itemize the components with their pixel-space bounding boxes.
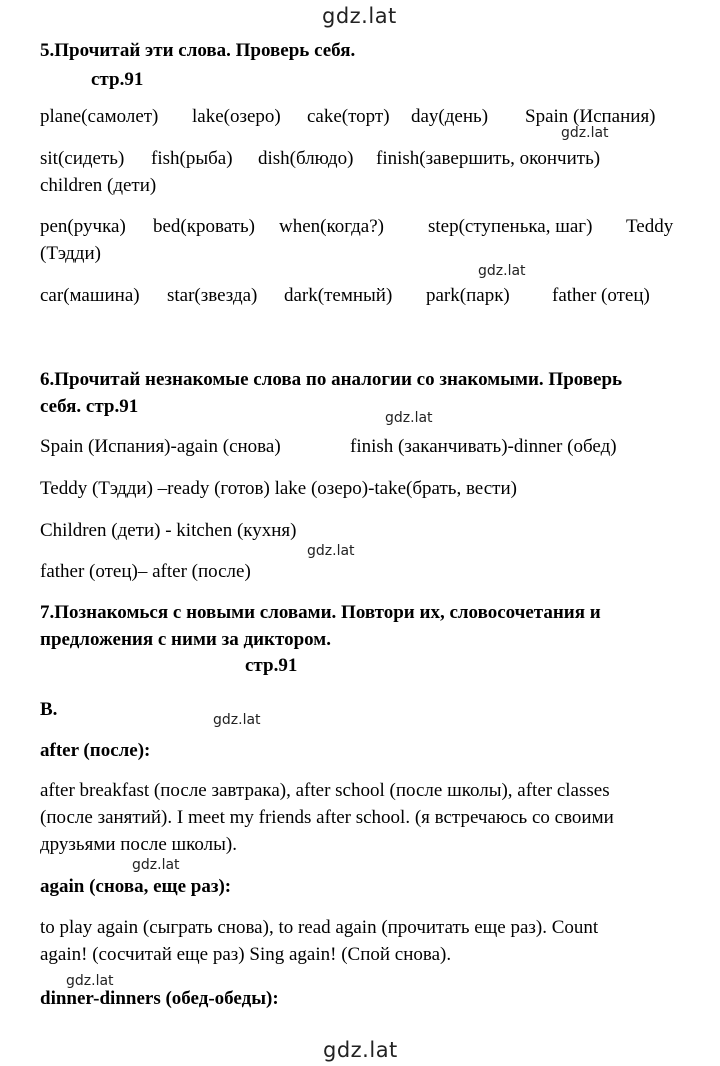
word-item: sit(сидеть) xyxy=(40,148,125,169)
section7-heading-cont: предложения с ними за диктором. xyxy=(40,629,331,650)
vocab-term: after (после): xyxy=(40,740,151,761)
word-item: bed(кровать) xyxy=(153,216,255,237)
word-item: day(день) xyxy=(411,106,489,127)
word-item: park(парк) xyxy=(426,285,510,306)
watermark-top: gdz.lat xyxy=(322,4,397,28)
word-item: when(когда?) xyxy=(279,216,384,237)
word-item: star(звезда) xyxy=(167,285,258,306)
analogy-pair: Children (дети) - kitchen (кухня) xyxy=(40,520,297,541)
section7-page-ref: стр.91 xyxy=(245,655,298,676)
section5-page-ref: стр.91 xyxy=(91,69,144,90)
watermark-bottom: gdz.lat xyxy=(323,1038,398,1062)
word-item: car(машина) xyxy=(40,285,140,306)
word-item: lake(озеро) xyxy=(192,106,281,127)
word-item: fish(рыба) xyxy=(151,148,233,169)
section7-heading: 7.Познакомься с новыми словами. Повтори их, словосочетания и xyxy=(40,602,601,623)
word-item: dish(блюдо) xyxy=(258,148,354,169)
word-item: step(ступенька, шаг) xyxy=(428,216,593,237)
analogy-pair: father (отец)– after (после) xyxy=(40,561,251,582)
section5-heading: 5.Прочитай эти слова. Проверь себя. xyxy=(40,40,356,61)
word-item: dark(темный) xyxy=(284,285,393,306)
watermark: gdz.lat xyxy=(385,410,433,426)
word-item: father (отец) xyxy=(552,285,650,306)
word-item: pen(ручка) xyxy=(40,216,126,237)
watermark: gdz.lat xyxy=(213,712,261,728)
watermark: gdz.lat xyxy=(561,125,609,141)
word-item: children (дети) xyxy=(40,175,157,196)
watermark: gdz.lat xyxy=(66,973,114,989)
watermark: gdz.lat xyxy=(478,263,526,279)
section6-heading-cont: себя. стр.91 xyxy=(40,396,139,417)
vocab-example: (после занятий). I meet my friends after school. (я встречаюсь со своими xyxy=(40,807,614,828)
vocab-term: again (снова, еще раз): xyxy=(40,876,232,897)
vocab-term: dinner-dinners (обед-обеды): xyxy=(40,988,279,1009)
word-item: Teddy xyxy=(626,216,674,237)
analogy-pair: finish (заканчивать)-dinner (обед) xyxy=(350,436,617,457)
word-item: plane(самолет) xyxy=(40,106,159,127)
section6-heading: 6.Прочитай незнакомые слова по аналогии со знакомыми. Проверь xyxy=(40,369,623,390)
watermark: gdz.lat xyxy=(132,857,180,873)
word-item: (Тэдди) xyxy=(40,243,101,264)
word-item: finish(завершить, окончить) xyxy=(376,148,601,169)
vocab-example: друзьями после школы). xyxy=(40,834,237,855)
vocab-example: again! (сосчитай еще раз) Sing again! (Спой снова). xyxy=(40,944,452,965)
word-item: cake(торт) xyxy=(307,106,390,127)
watermark: gdz.lat xyxy=(307,543,355,559)
vocab-example: to play again (сыграть снова), to read again (прочитать еще раз). Count xyxy=(40,917,599,938)
section7-part-label: B. xyxy=(40,699,58,720)
vocab-example: after breakfast (после завтрака), after school (после школы), after classes xyxy=(40,780,610,801)
word-item: Spain (Испания) xyxy=(525,106,656,127)
analogy-pair: Spain (Испания)-again (снова) xyxy=(40,436,281,457)
analogy-pair: Teddy (Тэдди) –ready (готов) lake (озеро)-take(брать, вести) xyxy=(40,478,517,499)
